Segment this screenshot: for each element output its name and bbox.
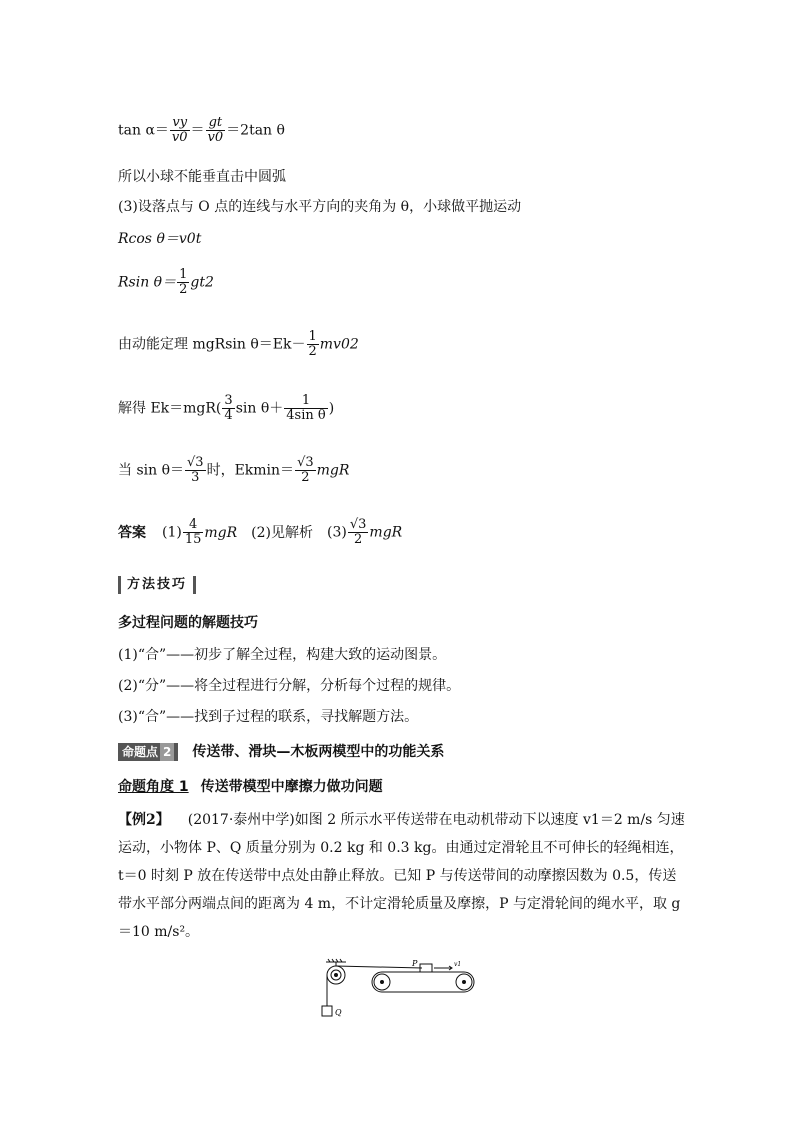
frac-den: 4sin θ	[286, 408, 326, 423]
topic-title: 传送带、滑块—木板两模型中的功能关系	[192, 744, 445, 760]
formula-ekmin	[118, 456, 349, 485]
angle-header	[118, 778, 383, 796]
method-item-1: (1)“合”——初步了解全过程，构建大致的运动图景。	[118, 647, 447, 663]
example-paragraph	[118, 806, 688, 946]
formula-rhs: )	[328, 400, 335, 417]
formula-mid: 时，Ekmin＝	[206, 462, 295, 479]
method-item-2: (2)“分”——将全过程进行分解，分析每个过程的规律。	[118, 678, 461, 694]
text-line-3: (3)设落点与 O 点的连线与水平方向的夹角为 θ，小球做平抛运动	[118, 199, 522, 215]
frac-vy-v0	[170, 116, 190, 145]
topic-header	[118, 743, 444, 761]
frac-den: 2	[179, 282, 188, 297]
label-v1: v1	[454, 961, 462, 968]
frac-num: 1	[284, 394, 327, 409]
frac-one-over-4sin	[284, 394, 327, 423]
formula-tan-lhs: tan α	[118, 122, 155, 139]
angle-label: 命题角度 1	[118, 779, 189, 795]
frac-sqrt3-over-2	[295, 456, 316, 485]
frac-den: 15	[184, 532, 202, 547]
answer-line	[118, 518, 402, 547]
formula-ek	[118, 394, 334, 423]
frac-sqrt3-2	[348, 518, 369, 547]
method-item-3: (3)“合”——找到子过程的联系，寻找解题方法。	[118, 709, 419, 725]
frac-three-quarters	[222, 394, 234, 423]
topic-tag-number: 2	[160, 743, 174, 761]
block-q	[322, 1006, 332, 1016]
label-p: P	[412, 959, 418, 968]
frac-den: v0	[171, 130, 188, 145]
frac-half	[177, 268, 189, 297]
formula-lhs: Rsin θ＝	[118, 274, 177, 291]
method-title: 多过程问题的解题技巧	[118, 615, 258, 631]
frac-sqrt3-over-3	[185, 456, 206, 485]
topic-tag	[118, 743, 178, 761]
formula-rhs: mgR	[316, 462, 350, 479]
angle-title: 传送带模型中摩擦力做功问题	[200, 779, 383, 795]
answer-part1-label: (1)	[162, 524, 182, 541]
formula-mid: sin θ＋	[235, 400, 284, 417]
frac-num: 3	[224, 393, 233, 408]
frac-num: gt	[206, 116, 226, 131]
text-line-2: 所以小球不能垂直击中圆弧	[118, 169, 286, 185]
frac-num: √3	[349, 517, 367, 532]
example-label: 【例2】	[118, 812, 170, 828]
formula-rhs: mv02	[319, 336, 359, 353]
frac-4-15	[183, 518, 204, 547]
frac-gt-v0	[206, 116, 226, 145]
formula-lhs: 由动能定理 mgRsin θ＝Ek－	[118, 336, 306, 353]
example-text: (2017·泰州中学)如图 2 所示水平传送带在电动机带动下以速度 v1＝2 m/s 匀速运动，小物体 P、Q 质量分别为 0.2 kg 和 0.3 kg。由通过定滑轮且不可伸长的轻绳相连，t＝0 时刻 P 放在传送带中点处由静止释放。已知 P 与传送带间的动摩擦因数为 0.5，传送带水平部分两端点间的距离为 4 m，不计定滑轮质量及摩擦，P 与定滑轮间的绳水平，取 g＝10 m/s²。	[118, 812, 685, 940]
answer-part3-text: mgR	[369, 524, 403, 541]
answer-part2: (2)见解析	[251, 524, 314, 541]
answer-part3-label: (3)	[327, 524, 347, 541]
frac-num: √3	[187, 455, 204, 470]
frac-den: v0	[207, 130, 224, 145]
frac-den: 3	[191, 470, 200, 485]
label-q: Q	[335, 1008, 342, 1017]
answer-label: 答案	[118, 524, 146, 541]
frac-num: 1	[308, 329, 317, 344]
topic-tag-label: 命题点	[122, 745, 159, 759]
rope-horizontal	[336, 966, 422, 968]
formula-rsin	[118, 268, 214, 297]
frac-num: 1	[179, 267, 188, 282]
text-line-4: Rcos θ＝v0t	[118, 231, 202, 247]
frac-den: 2	[301, 470, 310, 485]
frac-num: 4	[183, 518, 204, 533]
conveyor-figure	[318, 958, 476, 1022]
formula-tan-rhs: 2tan θ	[240, 122, 285, 139]
formula-tan: tan α＝ $\frac{vy}{v0}$ ＝ $\frac{gt}{v0}$ ＝2tan θ	[118, 115, 285, 145]
formula-lhs: 当 sin θ＝	[118, 462, 185, 479]
formula-lhs: 解得 Ek＝mgR(	[118, 400, 222, 417]
frac-den: 2	[308, 344, 317, 359]
method-heading: 方法技巧	[118, 576, 196, 594]
frac-den: 4	[224, 408, 233, 423]
answer-part1-text: mgR	[204, 524, 238, 541]
frac-half	[307, 330, 319, 359]
frac-den: 2	[354, 532, 363, 547]
frac-num: √3	[297, 455, 314, 470]
frac-num: vy	[170, 116, 190, 131]
formula-energy	[118, 330, 359, 359]
formula-rhs: gt2	[190, 274, 214, 291]
